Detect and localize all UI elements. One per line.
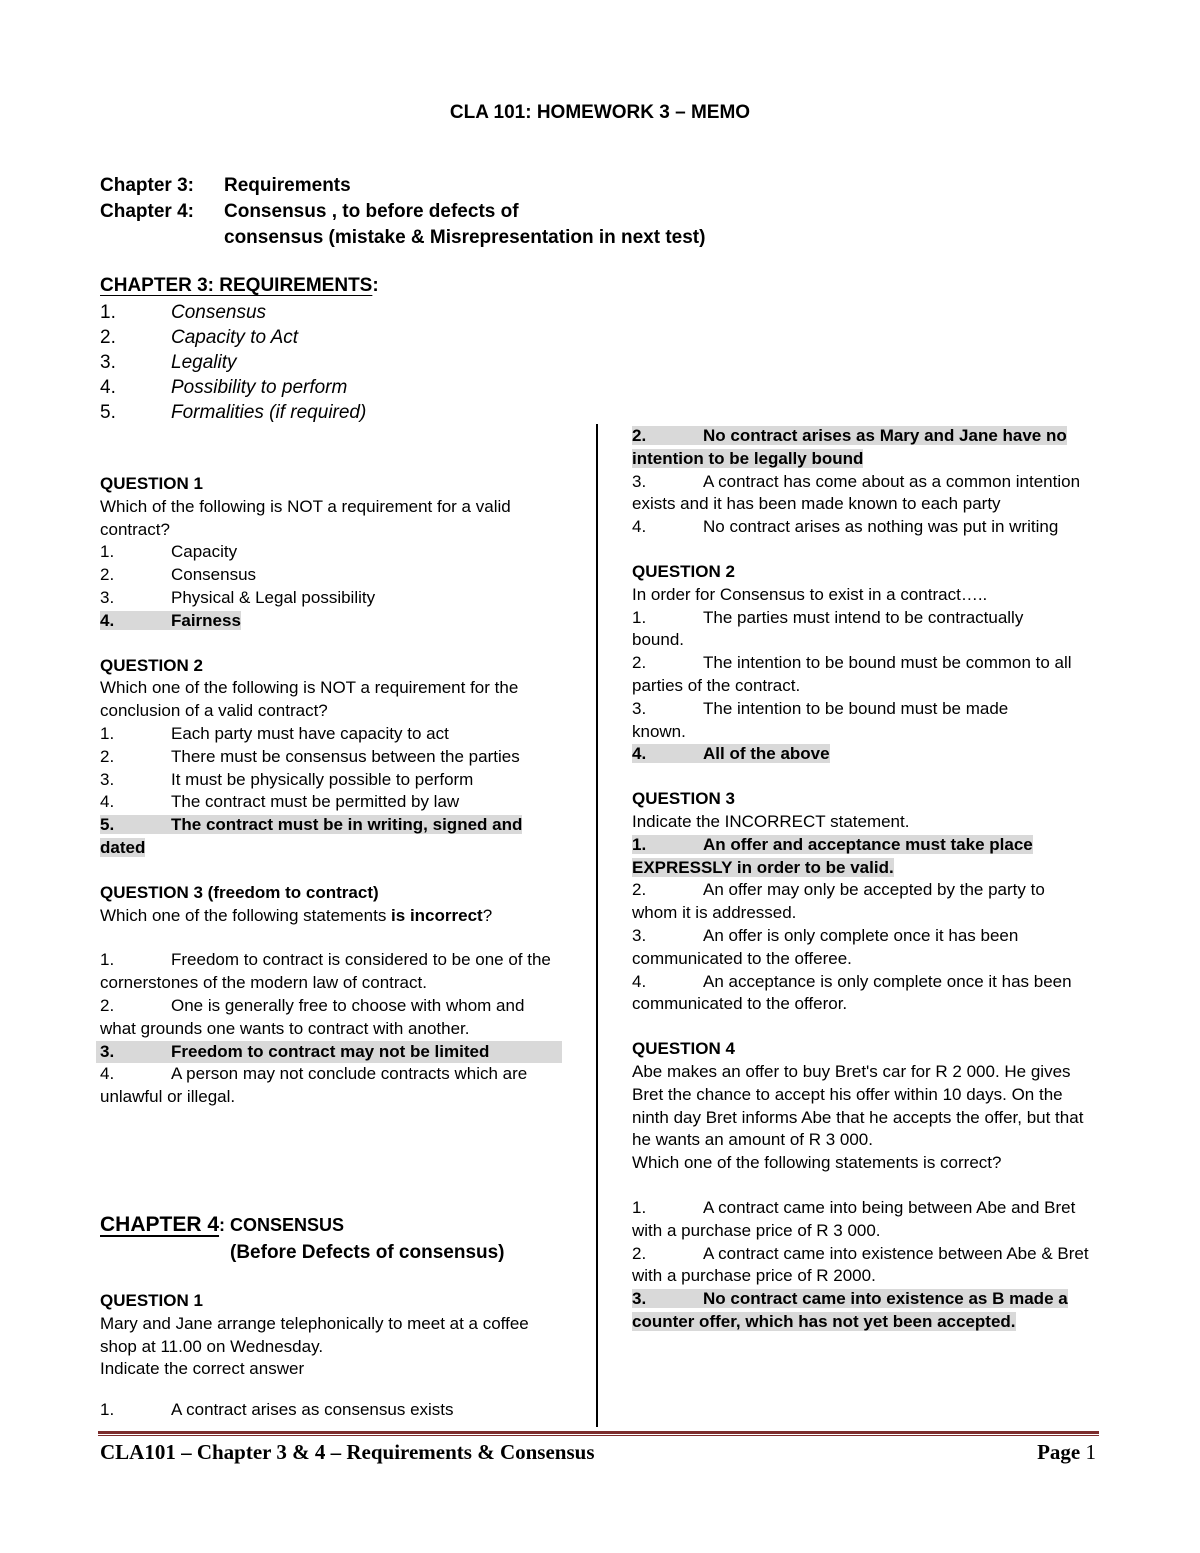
chapter-3-heading-text: CHAPTER 3: REQUIREMENTS xyxy=(100,275,373,296)
item-number: 1. xyxy=(100,542,115,562)
item-text: Formalities (if required) xyxy=(171,402,367,423)
answer-item xyxy=(632,834,1092,880)
chapter-3-text: Requirements xyxy=(224,175,351,196)
item-number: 1. xyxy=(632,1197,647,1217)
item-text: An offer may only be accepted by the party to whom it is addressed. xyxy=(632,880,1045,923)
item-text: One is generally free to choose with whom and what grounds one wants to contract with another. xyxy=(100,995,525,1038)
ch4-question-4-text: Abe makes an offer to buy Bret's car for R 2 000. He gives Bret the chance to accept his offer within 10 days. On the ninth day Bret informs Abe that he accepts the offer, but that he wants an amount of R 3 000. xyxy=(632,1061,1084,1150)
item-text: Legality xyxy=(171,352,237,373)
item-number: 4. xyxy=(632,517,647,537)
list-item xyxy=(100,1063,570,1109)
footer-rule xyxy=(98,1431,1099,1434)
item-text: No contract came into existence as B made a counter offer, which has not yet been accepted. xyxy=(632,1289,1068,1331)
item-text: Freedom to contract may not be limited xyxy=(171,1041,490,1061)
item-number: 4. xyxy=(632,971,647,991)
requirements-list xyxy=(100,300,366,425)
item-number: 4. xyxy=(100,792,115,812)
footer-rule-thin xyxy=(98,1435,1099,1436)
item-number: 2. xyxy=(100,565,115,585)
item-text: Physical & Legal possibility xyxy=(171,587,376,607)
item-text: A person may not conclude contracts which are unlawful or illegal. xyxy=(100,1064,528,1107)
ch4-question-3-label: QUESTION 3 xyxy=(632,789,735,809)
item-number: 3. xyxy=(632,1289,647,1309)
chapter-3-heading xyxy=(100,275,379,297)
item-number: 1. xyxy=(100,1400,115,1420)
item-text: An acceptance is only complete once it has been communicated to the offeror. xyxy=(632,971,1072,1014)
left-column xyxy=(100,473,570,1109)
list-item xyxy=(632,516,1062,539)
left-column-ch4 xyxy=(100,1290,570,1422)
chapter-4-text: Consensus , to before defects of xyxy=(224,201,519,222)
answer-item xyxy=(100,610,570,633)
item-number: 1. xyxy=(100,302,116,323)
item-number: 5. xyxy=(100,402,116,423)
answer-item xyxy=(632,743,1102,766)
item-text: Fairness xyxy=(171,610,241,630)
list-item xyxy=(632,652,1087,698)
item-text: Each party must have capacity to act xyxy=(171,723,449,743)
answer-item xyxy=(96,1041,562,1064)
list-item xyxy=(100,769,570,792)
chapter-4-line xyxy=(100,201,519,223)
item-text: The intention to be bound must be common to all parties of the contract. xyxy=(632,653,1072,695)
item-text: The contract must be in writing, signed and dated xyxy=(100,815,523,857)
item-text: The parties must intend to be contractually bound. xyxy=(632,607,1024,650)
list-item xyxy=(632,471,1092,517)
item-number: 2. xyxy=(632,653,647,673)
answer-item xyxy=(100,814,540,860)
chapter-3-line xyxy=(100,175,351,197)
ch4-question-3-text: Indicate the INCORRECT statement. xyxy=(632,811,910,831)
item-number: 2. xyxy=(632,880,647,900)
item-number: 3. xyxy=(632,698,647,718)
chapter-4-text-cont: consensus (mistake & Misrepresentation in next test) xyxy=(224,227,706,248)
item-text: A contract came into being between Abe and Bret with a purchase price of R 3 000. xyxy=(632,1197,1076,1240)
answer-highlight xyxy=(632,426,1067,468)
item-number: 3. xyxy=(632,471,647,491)
list-item xyxy=(100,375,366,400)
item-text: All of the above xyxy=(703,744,830,764)
item-number: 3. xyxy=(100,587,115,607)
item-number: 4. xyxy=(100,1064,115,1084)
page-footer xyxy=(100,1440,1096,1465)
footer-title: CLA101 – Chapter 3 & 4 – Requirements & Consensus xyxy=(100,1440,595,1464)
list-item xyxy=(100,723,570,746)
ch3-question-1-text: Which of the following is NOT a requirement for a valid contract? xyxy=(100,496,511,539)
item-text: Consensus xyxy=(171,565,257,585)
item-number: 4. xyxy=(100,610,115,630)
question-text-end: ? xyxy=(482,905,493,925)
ch4-question-2-label: QUESTION 2 xyxy=(632,561,735,581)
item-number: 2. xyxy=(100,746,115,766)
list-item xyxy=(100,400,366,425)
chapter-4-heading-suffix: : CONSENSUS xyxy=(219,1215,345,1235)
list-item xyxy=(100,587,570,610)
item-text: No contract arises as nothing was put in writing xyxy=(703,517,1059,537)
item-number: 3. xyxy=(100,352,116,373)
list-item xyxy=(100,1399,570,1422)
item-text: It must be physically possible to perform xyxy=(171,769,474,789)
item-number: 4. xyxy=(632,744,647,764)
item-text: Capacity to Act xyxy=(171,327,299,348)
item-text: The intention to be bound must be made known. xyxy=(632,698,1009,741)
item-number: 3. xyxy=(632,925,647,945)
list-item xyxy=(100,541,570,564)
chapter-4-heading xyxy=(100,1213,344,1237)
ch4-question-4-label: QUESTION 4 xyxy=(632,1039,735,1059)
answer-highlight xyxy=(632,1289,1068,1331)
list-item xyxy=(632,1243,1092,1289)
item-number: 1. xyxy=(632,834,647,854)
ch4-question-1-prompt: Indicate the correct answer xyxy=(100,1359,305,1379)
item-number: 2. xyxy=(100,327,116,348)
item-number: 2. xyxy=(100,995,115,1015)
question-text-part: Which one of the following statements xyxy=(100,905,392,925)
list-item xyxy=(632,879,1082,925)
question-text-emphasis: is incorrect xyxy=(391,905,483,925)
ch3-question-3-label: QUESTION 3 (freedom to contract) xyxy=(100,882,379,902)
answer-highlight xyxy=(100,611,241,630)
page-label: Page xyxy=(1037,1440,1086,1464)
list-item xyxy=(100,995,560,1041)
ch3-question-2-label: QUESTION 2 xyxy=(100,655,203,675)
item-number: 2. xyxy=(632,1243,647,1263)
item-text: Consensus xyxy=(171,302,267,323)
item-text: There must be consensus between the parties xyxy=(171,746,520,766)
list-item xyxy=(632,607,1077,653)
answer-item xyxy=(632,425,1097,471)
answer-item xyxy=(632,1288,1072,1334)
list-item xyxy=(632,971,1087,1017)
chapter-4-label: Chapter 4: xyxy=(100,201,194,222)
chapter-3-heading-suffix: : xyxy=(372,275,379,296)
item-text: Possibility to perform xyxy=(171,377,348,398)
item-number: 3. xyxy=(100,1041,115,1061)
column-divider xyxy=(596,424,598,1427)
chapter-4-subheading: (Before Defects of consensus) xyxy=(230,1242,505,1263)
list-item xyxy=(100,325,366,350)
item-text: A contract arises as consensus exists xyxy=(171,1400,454,1420)
list-item xyxy=(632,925,1077,971)
list-item xyxy=(100,300,366,325)
item-text: An offer is only complete once it has been communicated to the offeree. xyxy=(632,925,1019,968)
ch4-question-1-text: Mary and Jane arrange telephonically to meet at a coffee shop at 11.00 on Wednesday. xyxy=(100,1313,529,1356)
ch4-question-4-prompt: Which one of the following statements is correct? xyxy=(632,1153,1002,1173)
item-text: No contract arises as Mary and Jane have no intention to be legally bound xyxy=(632,426,1067,468)
page-number-value: 1 xyxy=(1085,1440,1096,1464)
item-number: 3. xyxy=(100,769,115,789)
item-number: 1. xyxy=(100,723,115,743)
list-item xyxy=(632,698,1062,744)
chapter-4-line-cont xyxy=(100,227,705,249)
list-item xyxy=(100,564,570,587)
ch4-question-2-text: In order for Consensus to exist in a contract….. xyxy=(632,584,988,604)
item-number: 1. xyxy=(632,607,647,627)
ch4-question-1-label: QUESTION 1 xyxy=(100,1291,203,1310)
list-item xyxy=(632,1197,1097,1243)
document-title: CLA 101: HOMEWORK 3 – MEMO xyxy=(449,102,751,123)
answer-highlight xyxy=(632,835,1033,877)
item-text: Freedom to contract is considered to be one of the cornerstones of the modern law of contract. xyxy=(100,950,551,993)
list-item xyxy=(100,350,366,375)
list-item xyxy=(100,949,570,995)
item-number: 2. xyxy=(632,426,647,445)
item-text: An offer and acceptance must take place EXPRESSLY in order to be valid. xyxy=(632,834,1033,877)
list-item xyxy=(100,791,570,814)
item-text: Capacity xyxy=(171,542,238,562)
ch3-question-2-text: Which one of the following is NOT a requirement for the conclusion of a valid contract? xyxy=(100,678,519,721)
ch3-question-1-label: QUESTION 1 xyxy=(100,474,203,493)
chapter-3-label: Chapter 3: xyxy=(100,175,194,196)
answer-highlight xyxy=(100,815,522,857)
item-number: 4. xyxy=(100,377,116,398)
item-number: 1. xyxy=(100,950,115,970)
list-item xyxy=(100,746,520,769)
item-number: 5. xyxy=(100,815,115,835)
item-text: A contract has come about as a common intention exists and it has been made known to each party xyxy=(632,471,1081,514)
page-number xyxy=(1037,1440,1096,1465)
chapter-4-heading-text: CHAPTER 4 xyxy=(100,1213,220,1236)
item-text: The contract must be permitted by law xyxy=(171,792,460,812)
right-column xyxy=(632,425,1102,1334)
item-text: A contract came into existence between Abe & Bret with a purchase price of R 2000. xyxy=(632,1243,1089,1286)
answer-highlight xyxy=(632,744,830,763)
ch3-question-3-text xyxy=(100,905,570,928)
